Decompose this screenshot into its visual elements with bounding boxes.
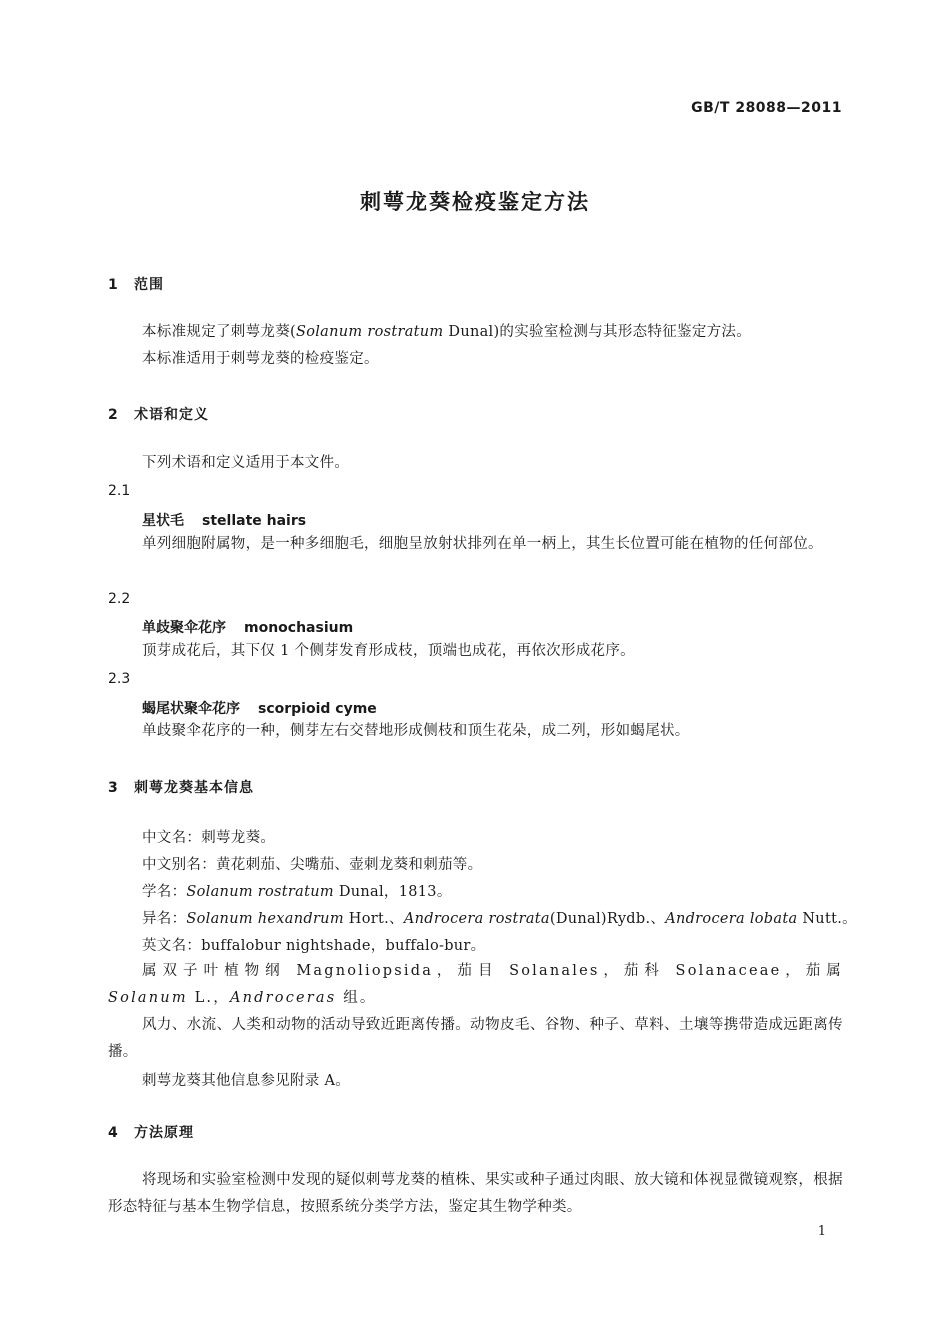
text-run: Nutt.。 (797, 911, 857, 927)
synonyms-line (142, 907, 857, 928)
scope-paragraph-1 (108, 319, 843, 346)
chinese-name: 中文名：刺萼龙葵。 (142, 830, 276, 846)
term-heading (142, 617, 353, 637)
spread-paragraph: 风力、水流、人类和动物的活动导致近距离传播。动物皮毛、谷物、种子、草料、土壤等携带造成远距离传播。 (108, 1017, 843, 1060)
section-title: 刺萼龙葵基本信息 (134, 780, 254, 796)
text-run: Dunal)的实验室检测与其形态特征鉴定方法。 (443, 324, 752, 340)
text-run: 学名： (142, 884, 187, 900)
page-number: 1 (817, 1224, 826, 1239)
term-definition: 单列细胞附属物，是一种多细胞毛，细胞呈放射状排列在单一柄上，其生长位置可能在植物的任何部位。 (142, 536, 823, 552)
method-principle-paragraph: 将现场和实验室检测中发现的疑似刺萼龙葵的植株、果实或种子通过肉眼、放大镜和体视显微镜观察，根据形态特征与基本生物学信息，按照系统分类学方法，鉴定其生物学种类。 (108, 1172, 843, 1215)
chinese-alias: 中文别名：黄花刺茄、尖嘴茄、壶刺龙葵和刺茄等。 (142, 857, 483, 873)
text-run: Dunal，1813。 (333, 884, 452, 900)
term-zh: 蝎尾状聚伞花序 (142, 701, 240, 717)
term-definition: 单歧聚伞花序的一种，侧芽左右交替地形成侧枝和顶生花朵，成二列，形如蝎尾状。 (142, 723, 690, 739)
section-title: 方法原理 (134, 1125, 194, 1141)
section-2-heading (108, 404, 209, 424)
text-run: 属双子叶植物纲 Magnoliopsida，茄目 Solanales，茄科 Solanaceae，茄属 (142, 963, 843, 979)
term-number: 2.3 (108, 671, 131, 687)
section-title: 术语和定义 (134, 407, 209, 423)
term-number: 2.2 (108, 591, 131, 607)
text-run: (Dunal)Rydb.、 (549, 911, 666, 927)
section-4-heading (108, 1122, 194, 1142)
text-run: 异名： (142, 911, 187, 927)
term-zh: 单歧聚伞花序 (142, 620, 226, 636)
scientific-name: Solanum hexandrum (186, 911, 344, 927)
scientific-name-line (142, 880, 452, 901)
term-number: 2.1 (108, 483, 131, 499)
text-run: 组。 (336, 990, 377, 1006)
terms-intro: 下列术语和定义适用于本文件。 (142, 455, 350, 471)
section-number: 1 (108, 277, 119, 293)
term-en: scorpioid cyme (258, 701, 377, 717)
scope-paragraph-2: 本标准适用于刺萼龙葵的检疫鉴定。 (142, 351, 379, 367)
term-en: monochasium (244, 620, 354, 636)
scientific-name: Solanum rostratum (295, 324, 444, 340)
scientific-name: Solanum (108, 990, 188, 1006)
section-title: 范围 (134, 277, 164, 293)
term-definition: 顶芽成花后，其下仅 1 个侧芽发育形成枝，顶端也成花，再依次形成花序。 (142, 643, 635, 659)
section-3-heading (108, 777, 254, 797)
taxonomy-paragraph (108, 958, 843, 1012)
section-1-heading (108, 274, 164, 294)
term-en: stellate hairs (202, 513, 307, 529)
term-heading (142, 698, 377, 718)
section-number: 4 (108, 1125, 119, 1141)
term-zh: 星状毛 (142, 513, 184, 529)
scientific-name: Androceras (229, 990, 337, 1006)
english-name: 英文名：buffalobur nightshade，buffalo-bur。 (142, 938, 486, 954)
document-title: 刺萼龙葵检疫鉴定方法 (360, 190, 590, 214)
section-number: 3 (108, 780, 119, 796)
term-heading (142, 510, 306, 530)
text-run: L.， (187, 990, 230, 1006)
annex-reference: 刺萼龙葵其他信息参见附录 A。 (142, 1073, 351, 1089)
text-run: Hort.、 (343, 911, 404, 927)
scientific-name: Androcera lobata (665, 911, 798, 927)
section-number: 2 (108, 407, 119, 423)
text-run: 本标准规定了刺萼龙葵( (142, 324, 296, 340)
scientific-name: Solanum rostratum (186, 884, 334, 900)
scientific-name: Androcera rostrata (403, 911, 550, 927)
standard-code: GB/T 28088—2011 (691, 100, 842, 116)
